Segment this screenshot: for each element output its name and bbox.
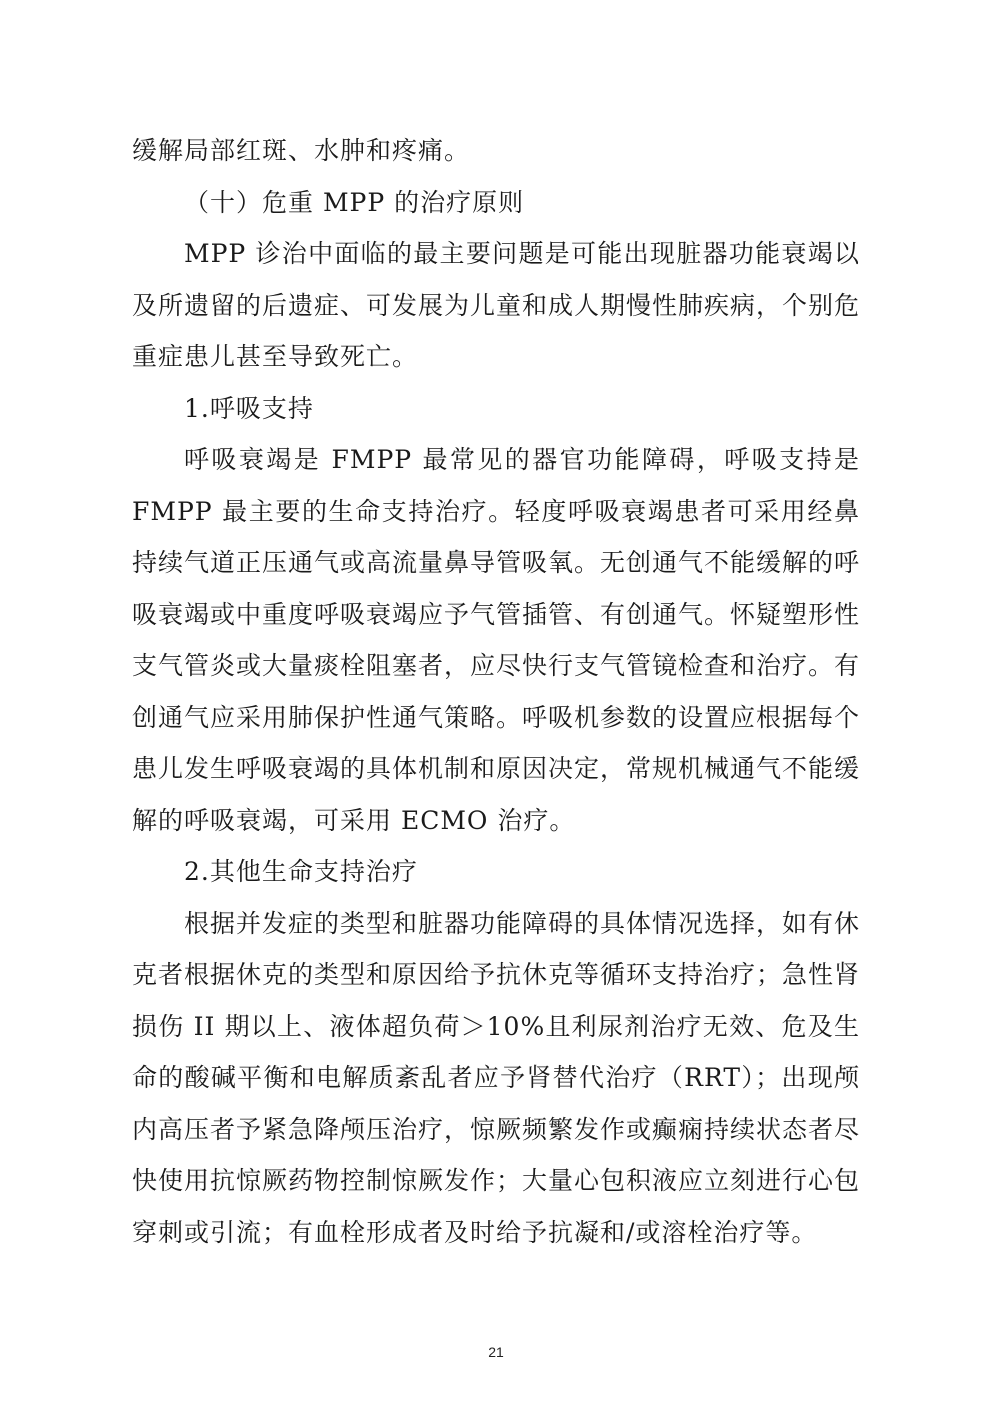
- subheading-respiratory-support: 1.呼吸支持: [184, 393, 314, 423]
- subheading-other-life-support: 2.其他生命支持治疗: [184, 857, 418, 886]
- document-body: [132, 125, 860, 1258]
- paragraph-respiratory-support: 呼吸衰竭是 FMPP 最常见的器官功能障碍，呼吸支持是 FMPP 最主要的生命支持治疗。轻度呼吸衰竭患者可采用经鼻持续气道正压通气或高流量鼻导管吸氧。无创通气不能缓解的呼吸衰竭或中重度呼吸衰竭应予气管插管、有创通气。怀疑塑形性支气管炎或大量痰栓阻塞者，应尽快行支气管镜检查和治疗。有创通气应采用肺保护性通气策略。呼吸机参数的设置应根据每个患儿发生呼吸衰竭的具体机制和原因决定，常规机械通气不能缓解的呼吸衰竭，可采用 ECMO 治疗。: [132, 445, 861, 835]
- page-number: 21: [488, 1344, 504, 1360]
- section-heading: （十）危重 MPP 的治疗原则: [184, 187, 525, 217]
- paragraph-other-life-support: 根据并发症的类型和脏器功能障碍的具体情况选择，如有休克者根据休克的类型和原因给予抗休克等循环支持治疗；急性肾损伤 II 期以上、液体超负荷＞10%且利尿剂治疗无效、危及生命的酸碱平衡和电解质紊乱者应予肾替代治疗（RRT）；出现颅内高压者予紧急降颅压治疗，惊厥频繁发作或癫痫持续状态者尽快使用抗惊厥药物控制惊厥发作；大量心包积液应立刻进行心包穿刺或引流；有血栓形成者及时给予抗凝和/或溶栓治疗等。: [132, 908, 861, 1247]
- paragraph-intro: MPP 诊治中面临的最主要问题是可能出现脏器功能衰竭以及所遗留的后遗症、可发展为儿童和成人期慢性肺疾病，个别危重症患儿甚至导致死亡。: [132, 239, 861, 371]
- paragraph-continuation: 缓解局部红斑、水肿和疼痛。: [132, 136, 471, 165]
